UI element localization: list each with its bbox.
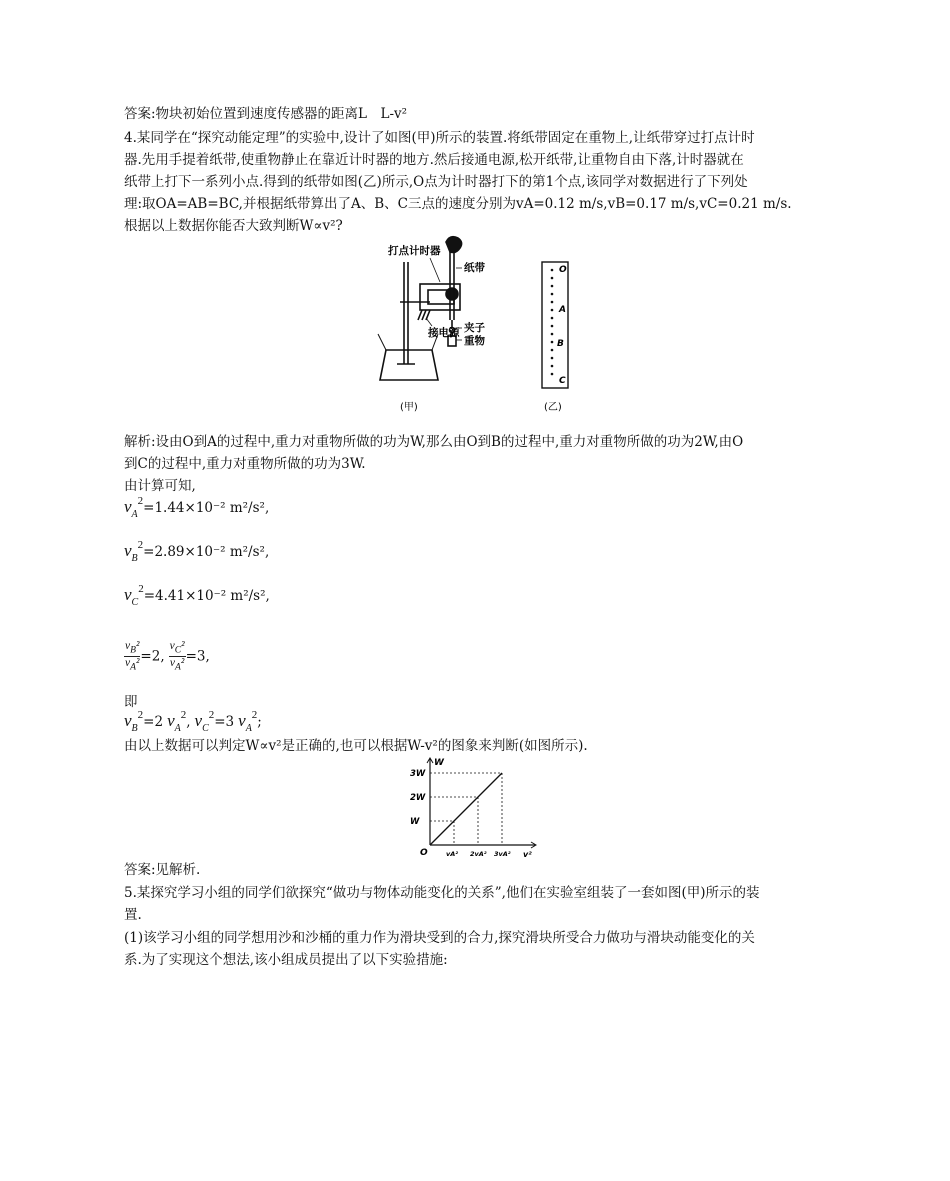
tape-strip (542, 262, 568, 388)
question-5-line-2: 置. (124, 907, 142, 923)
clip-label: 夹子 (464, 322, 485, 334)
x-tick-label-2: 2vA² (470, 850, 487, 858)
timer-label: 打点计时器 (388, 245, 441, 257)
analysis-conclusion: 由以上数据可以判定W∝v²是正确的,也可以根据W-v²的图象来判断(如图所示). (124, 738, 588, 754)
ratio-2-value: =3, (185, 648, 210, 665)
question-5-line-4: 系.为了实现这个想法,该小组成员提出了以下实验措施: (124, 952, 448, 968)
question-5-line-3: (1)该学习小组的同学想用沙和沙桶的重力作为滑块受到的合力,探究滑块所受合力做功与滑块动能变化的关 (124, 930, 755, 946)
answer-4: 答案:见解析. (124, 862, 201, 878)
ratio-1-value: =2, (140, 648, 165, 665)
analysis-line-2: 到C的过程中,重力对重物所做的功为3W. (124, 456, 366, 472)
y-axis-label: W (434, 758, 444, 768)
va-value: =1.44×10⁻² m²/s², (143, 500, 270, 516)
y-tick-label-2: 2W (410, 793, 426, 803)
question-4-line-1: 4.某同学在“探究动能定理”的实验中,设计了如图(甲)所示的装置.将纸带固定在重物上,让纸带穿过打点计时 (124, 130, 755, 146)
origin-label: O (420, 848, 428, 858)
analysis-line-3: 由计算可知, (124, 478, 196, 494)
x-tick-label-3: 3vA² (494, 850, 511, 858)
x-axis-label: v² (523, 850, 532, 859)
vc-squared-eq: $v_C^2=4.41\times 10^{-2}$ m²/s², (124, 583, 270, 608)
power-label: 接电源 (428, 327, 460, 339)
vb-squared-eq: $v_B^2=2.89\times 10^{-2}$ m²/s², (124, 539, 270, 564)
vb-value: =2.89×10⁻² m²/s², (143, 544, 270, 560)
question-4-line-3: 纸带上打下一系列小点.得到的纸带如图(乙)所示,O点为计时器打下的第1个点,该同学对数据进行了下列处 (124, 174, 748, 190)
vc-value: =4.41×10⁻² m²/s², (143, 588, 270, 604)
ji-equations: 即 $v_B^2=2$ $v_A^2$, $v_C^2=3$ $v_A^2$; (124, 694, 262, 734)
weight-label: 重物 (464, 335, 485, 347)
proportional-line (430, 773, 502, 845)
question-4-line-5: 根据以上数据你能否大致判断W∝v²? (124, 218, 343, 234)
ji-label: 即 (124, 694, 138, 710)
va-squared-eq: $v_A^2=1.44\times 10^{-2}$ m²/s², (124, 495, 270, 520)
apparatus-figure (370, 232, 590, 422)
tape-label: 纸带 (464, 262, 485, 274)
tape-dots (551, 269, 554, 376)
tape-point-a: A (559, 305, 566, 315)
w-v2-chart (410, 755, 540, 860)
tape-point-b: B (557, 339, 564, 349)
question-4-line-4: 理:取OA=AB=BC,并根据纸带算出了A、B、C三点的速度分别为vA=0.12 m/s,vB=0.17 m/s,vC=0.21 m/s. (124, 196, 792, 212)
caption-jia: (甲) (400, 402, 418, 413)
y-tick-label-1: W (410, 817, 420, 827)
ratio-equations: $\frac{v_B^2}{v_A^2}$ =2, $\frac{v_C^2}{v_A^2}$ =3, (125, 640, 210, 673)
x-tick-label-1: vA² (446, 850, 459, 858)
previous-answer: 答案:物块初始位置到速度传感器的距离L L-v² (124, 106, 408, 122)
tape-point-o: O (559, 265, 567, 275)
analysis-line-1: 解析:设由O到A的过程中,重力对重物所做的功为W,那么由O到B的过程中,重力对重物所做的功为2W,由O (124, 434, 744, 450)
tape-point-c: C (559, 376, 566, 386)
caption-yi: (乙) (544, 402, 562, 413)
question-5-line-1: 5.某探究学习小组的同学们欲探究“做功与物体动能变化的关系”,他们在实验室组装了一套如图(甲)所示的装 (124, 885, 760, 901)
y-tick-label-3: 3W (410, 769, 426, 779)
question-4-line-2: 器.先用手提着纸带,使重物静止在靠近计时器的地方.然后接通电源,松开纸带,让重物自由下落,计时器就在 (124, 152, 744, 168)
